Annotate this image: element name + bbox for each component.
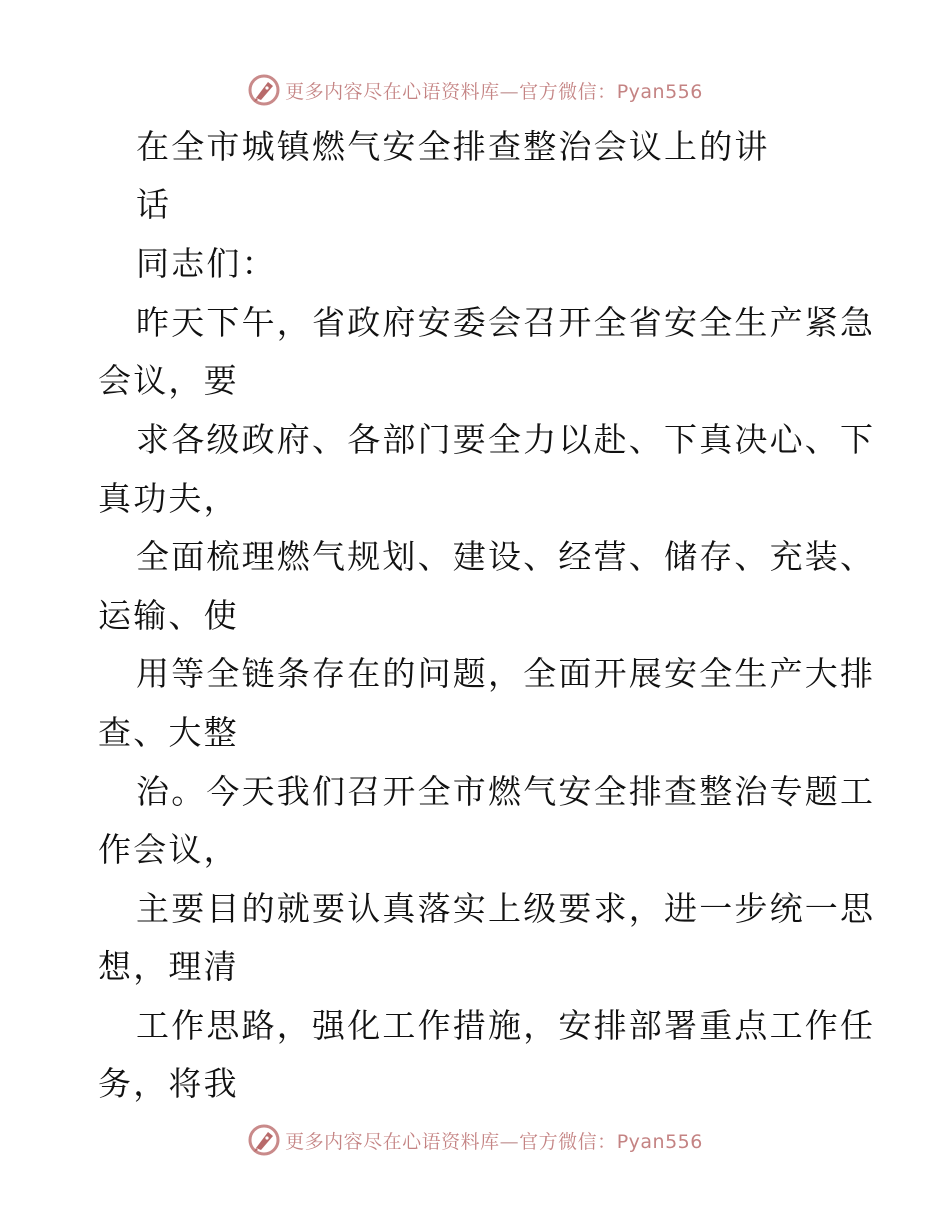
footer-site-text: 更多内容尽在心语资料库 (285, 1130, 500, 1153)
salutation: 同志们： (136, 244, 277, 283)
paragraph-line: 作会议， (98, 830, 239, 869)
footer-wechat-label: 官方微信： (519, 1130, 617, 1153)
footer-banner (0, 1120, 950, 1160)
paragraph-line: 求各级政府、各部门要全力以赴、下真决心、下 (136, 420, 876, 459)
title-line-1: 在全市城镇燃气安全排查整治会议上的讲 (136, 127, 770, 166)
paragraph-line: 治。今天我们召开全市燃气安全排查整治专题工 (136, 772, 876, 811)
paragraph-line: 用等全链条存在的问题，全面开展安全生产大排 (136, 654, 876, 693)
header-banner-text (285, 77, 703, 104)
paragraph-line: 全面梳理燃气规划、建设、经营、储存、充装、 (136, 537, 876, 576)
footer-banner-text (285, 1127, 703, 1154)
paragraph-line: 务，将我 (98, 1064, 239, 1103)
paragraph-line: 想，理清 (98, 947, 239, 986)
footer-dash: — (499, 1130, 520, 1153)
paragraph-line: 工作思路，强化工作措施，安排部署重点工作任 (136, 1006, 876, 1045)
header-wechat-id: Pyan556 (616, 80, 703, 103)
paragraph-line: 主要目的就要认真落实上级要求，进一步统一思 (136, 889, 876, 928)
header-site-text: 更多内容尽在心语资料库 (285, 80, 500, 103)
paragraph-line: 真功夫， (98, 479, 239, 518)
footer-wechat-id: Pyan556 (616, 1130, 703, 1153)
title-line-2: 话 (136, 185, 172, 224)
paragraph-line: 查、大整 (98, 713, 239, 752)
pen-nib-logo-icon (247, 73, 281, 107)
header-banner (0, 70, 950, 110)
paragraph-line: 昨天下午，省政府安委会召开全省安全生产紧急 (136, 303, 876, 342)
paragraph-line: 会议，要 (98, 361, 239, 400)
pen-nib-logo-icon (247, 1123, 281, 1157)
header-wechat-label: 官方微信： (519, 80, 617, 103)
paragraph-line: 运输、使 (98, 596, 239, 635)
header-dash: — (499, 80, 520, 103)
